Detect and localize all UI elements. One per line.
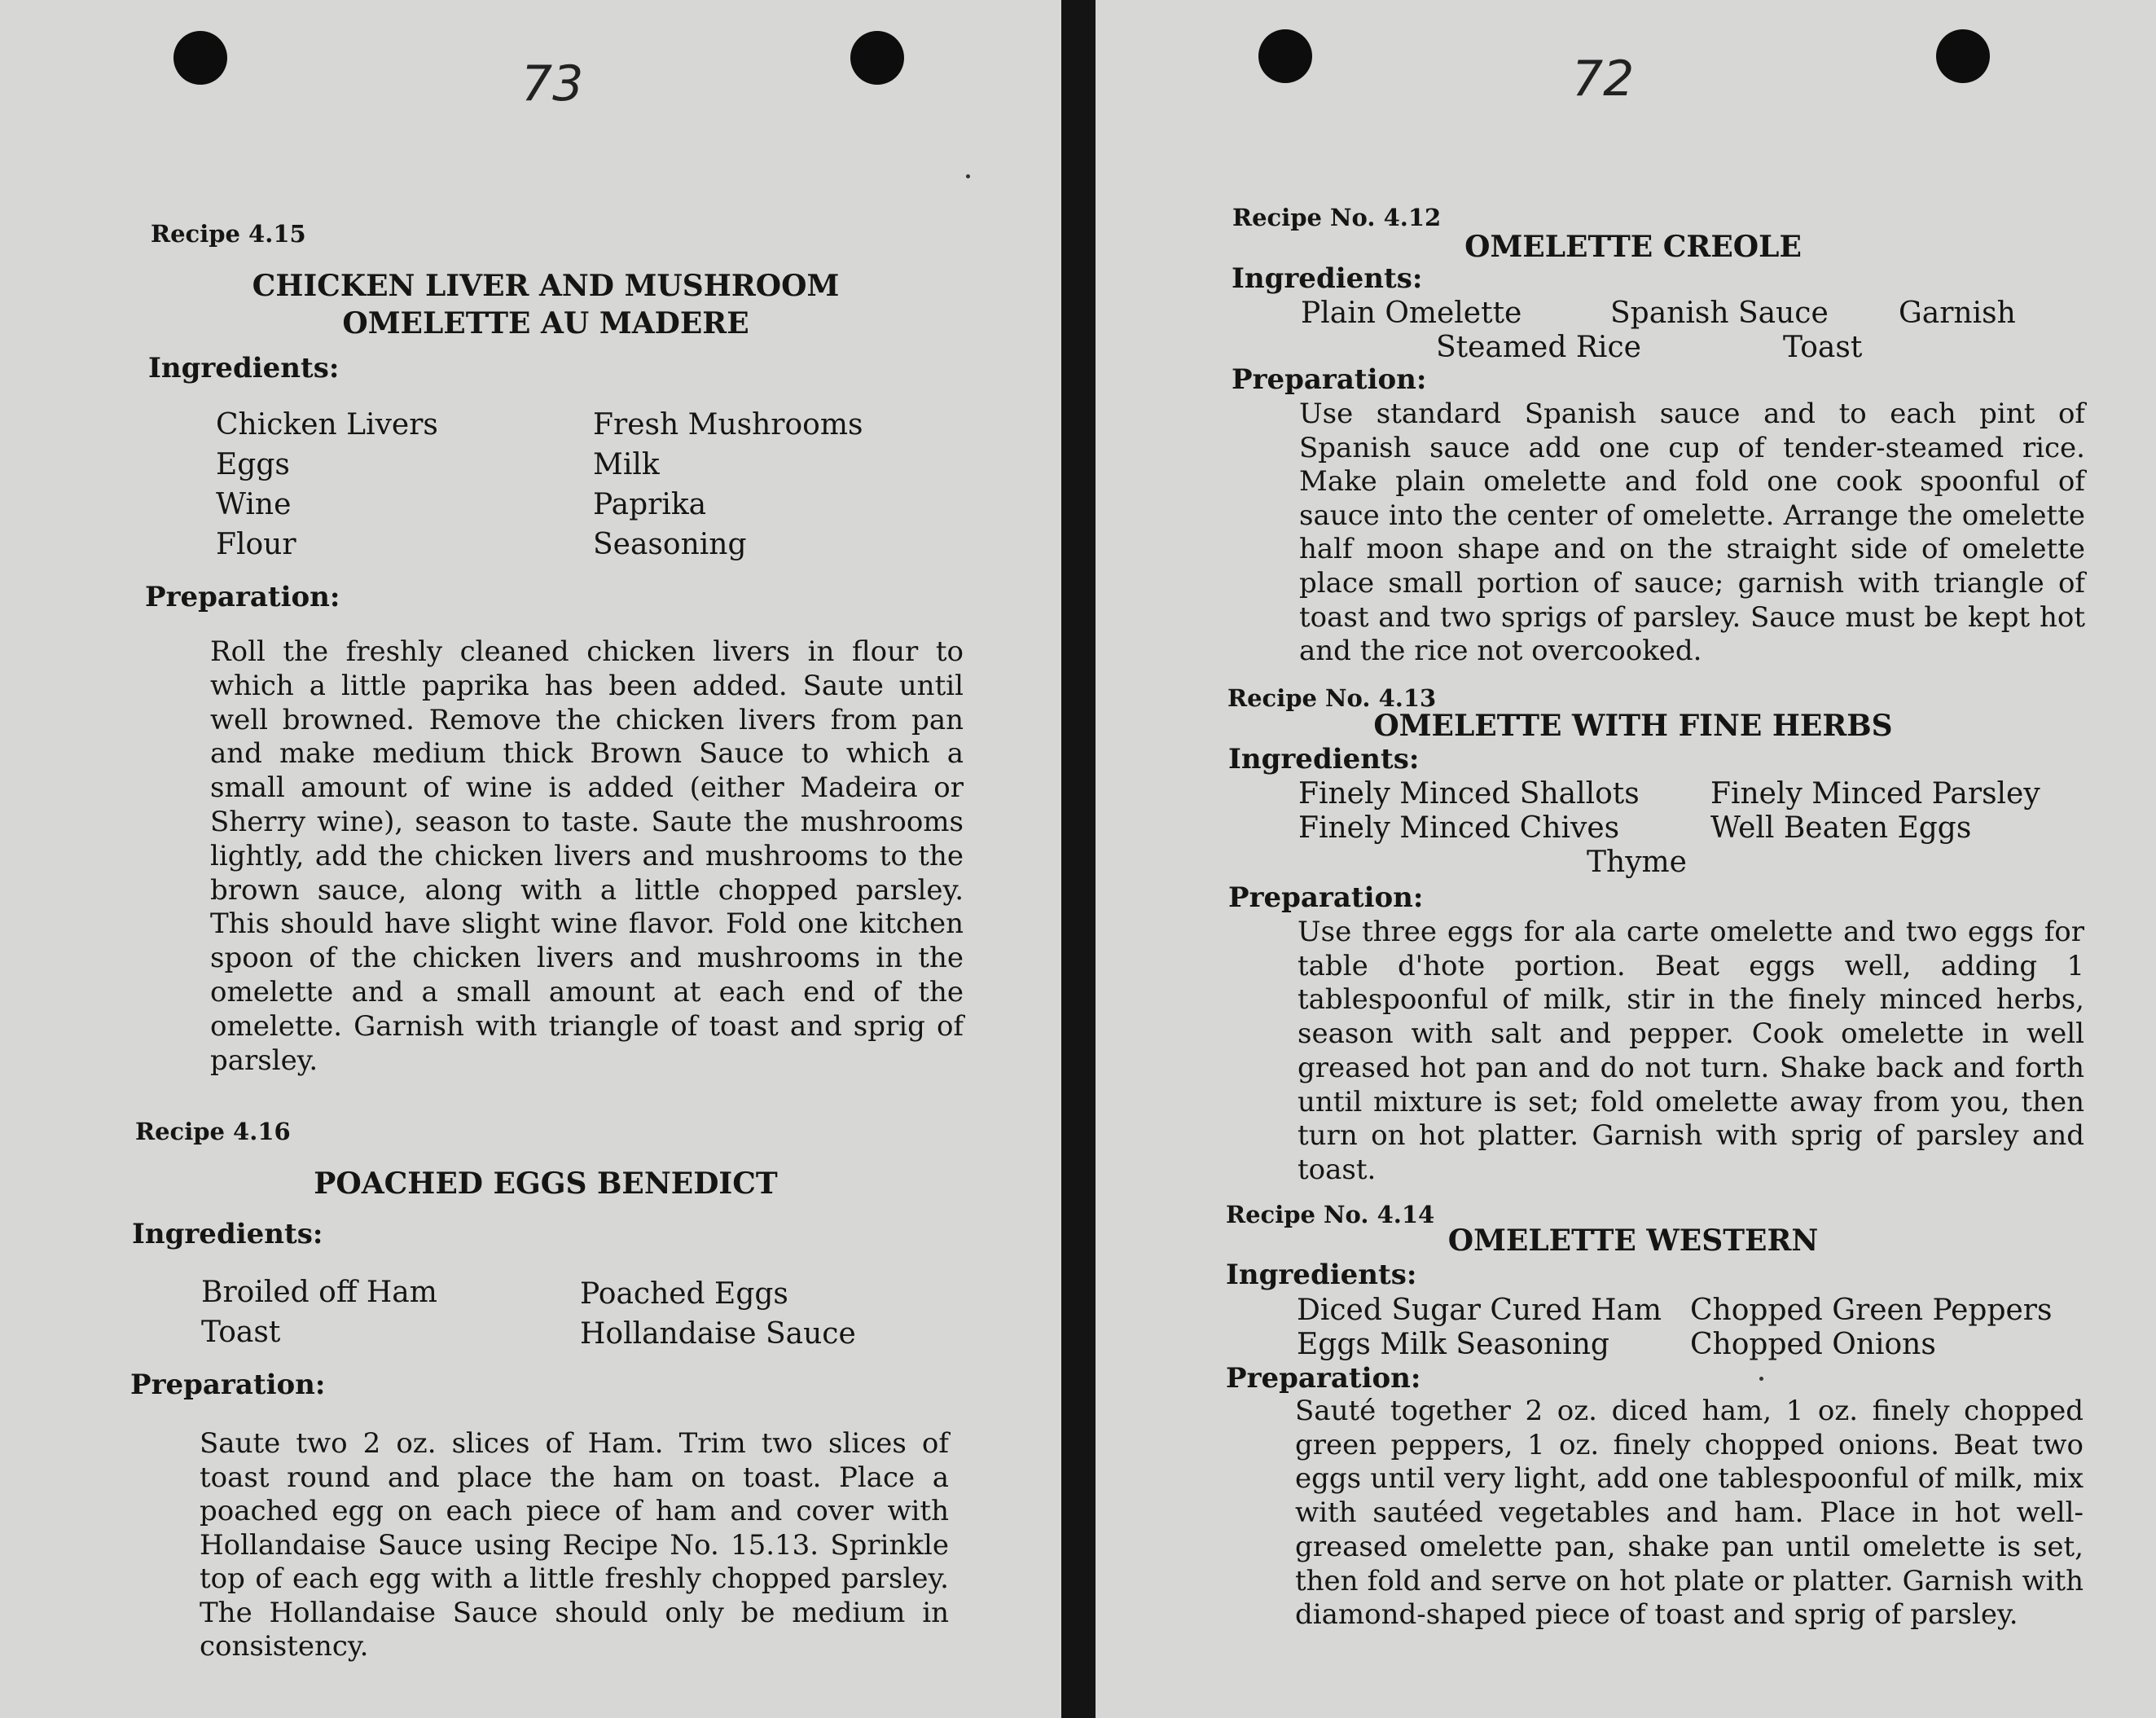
ingredients-heading: Ingredients:: [132, 1218, 323, 1250]
preparation-text: Saute two 2 oz. slices of Ham. Trim two slices of toast round and place the ham on toast. Place a poached egg on each piece of ham and cover with Hollandaise Sauce using Recipe No. 15.13. Sprinkle top of each egg with a little freshly chopped parsley. The Hollandaise Sauce should only be medium in consistency.: [200, 1427, 949, 1663]
ingredient-item: Garnish: [1899, 297, 2016, 330]
preparation-heading: Preparation:: [130, 1369, 326, 1401]
ingredient-item: Chicken Livers: [216, 408, 438, 442]
ingredient-item: Chopped Green Peppers: [1690, 1294, 2053, 1327]
recipe-title: OMELETTE WESTERN: [1447, 1224, 1819, 1258]
ingredient-item: Eggs: [216, 448, 290, 481]
ingredient-item: Wine: [216, 488, 292, 521]
punch-hole-left: [173, 31, 227, 85]
ingredient-item: Flour: [216, 528, 296, 561]
recipe-title: [163, 267, 929, 342]
ingredient-item: Diced Sugar Cured Ham: [1297, 1294, 1662, 1327]
preparation-heading: Preparation:: [1228, 881, 1424, 914]
preparation-text: Sauté together 2 oz. diced ham, 1 oz. finely chopped green peppers, 1 oz. finely chopped onions. Beat two eggs until very light, add one tablespoonful of milk, mix with sautéed vegetables and ham. Place in hot well-greased omelette pan, shake pan until omelette is set, then fold and serve on hot plate or platter. Garnish with diamond-shaped piece of toast and sprig of parsley.: [1295, 1395, 2084, 1632]
ingredients-heading: Ingredients:: [1228, 743, 1420, 776]
ingredients-column: [216, 405, 438, 565]
punch-hole-right: [850, 31, 904, 85]
preparation-text: Roll the freshly cleaned chicken livers in flour to which a little paprika has been added. Saute until well browned. Remove the chicken livers from pan and make medium thick Brown Sauce to which a small amount of wine is added (either Madeira or Sherry wine), season to taste. Saute the mushrooms lightly, add the chicken livers and mushrooms to the brown sauce, along with a little chopped parsley. This should have slight wine flavor. Fold one kitchen spoon of the chicken livers and mushrooms in the omelette and a small amount at each end of the omelette. Garnish with triangle of toast and sprig of parsley.: [210, 635, 964, 1077]
preparation-heading: Preparation:: [1232, 363, 1427, 396]
recipe-title-line: OMELETTE AU MADERE: [342, 306, 749, 341]
ingredient-item: Finely Minced Shallots: [1298, 777, 1640, 811]
recipe-title: POACHED EGGS BENEDICT: [314, 1167, 778, 1201]
recipe-card-left: [0, 0, 1061, 1718]
ingredient-item: Thyme: [1587, 846, 1687, 879]
ingredients-column: [593, 405, 863, 565]
ingredients-heading: Ingredients:: [148, 352, 340, 384]
ingredient-item: Spanish Sauce: [1610, 297, 1829, 330]
ingredient-item: Fresh Mushrooms: [593, 408, 863, 442]
recipe-title-line: CHICKEN LIVER AND MUSHROOM: [252, 269, 840, 303]
preparation-text: Use standard Spanish sauce and to each pint of Spanish sauce add one cup of tender-steamed rice. Make plain omelette and fold one cook spoonful of sauce into the center of omelette. Arrange the omelette half moon shape and on the straight side of omelette place small portion of sauce; garnish with triangle of toast and two sprigs of parsley. Sauce must be kept hot and the rice not overcooked.: [1299, 398, 2085, 668]
recipe-label: Recipe No. 4.13: [1227, 684, 1437, 712]
paper-speck: [966, 174, 970, 178]
ingredient-item: Chopped Onions: [1690, 1328, 1936, 1361]
ingredient-item: Toast: [201, 1316, 281, 1349]
preparation-heading: Preparation:: [1226, 1362, 1421, 1395]
punch-hole-left: [1258, 29, 1312, 83]
recipe-card-right: [1096, 0, 2156, 1718]
recipe-label: Recipe 4.16: [135, 1118, 291, 1145]
ingredients-column: [580, 1274, 856, 1354]
page-number: 72: [1572, 51, 1635, 108]
ingredients-heading: Ingredients:: [1226, 1259, 1417, 1291]
page-number: 73: [521, 55, 584, 112]
ingredient-item: Toast: [1783, 331, 1863, 364]
preparation-heading: Preparation:: [145, 581, 340, 613]
ingredients-column: [201, 1272, 437, 1352]
recipe-label: Recipe No. 4.14: [1226, 1201, 1435, 1228]
paper-speck: [1759, 1377, 1763, 1381]
ingredient-item: Paprika: [593, 488, 707, 521]
recipe-title: OMELETTE CREOLE: [1464, 230, 1802, 264]
punch-hole-right: [1936, 29, 1990, 83]
ingredient-item: Milk: [593, 448, 660, 481]
ingredient-item: Well Beaten Eggs: [1710, 811, 1972, 845]
ingredient-item: Plain Omelette: [1301, 297, 1522, 330]
ingredient-item: Steamed Rice: [1436, 331, 1641, 364]
ingredient-item: Finely Minced Parsley: [1710, 777, 2040, 811]
ingredients-heading: Ingredients:: [1232, 262, 1423, 295]
recipe-label: Recipe 4.15: [151, 220, 306, 248]
ingredient-item: Poached Eggs: [580, 1277, 788, 1311]
preparation-text: Use three eggs for ala carte omelette and two eggs for table d'hote portion. Beat eggs well, adding 1 tablespoonful of milk, stir in the finely minced herbs, season with salt and pepper. Cook omelette in well greased hot pan and do not turn. Shake back and forth until mixture is set; fold omelette away from you, then turn on hot platter. Garnish with sprig of parsley and toast.: [1298, 916, 2084, 1186]
recipe-label: Recipe No. 4.12: [1232, 204, 1442, 231]
ingredient-item: Eggs Milk Seasoning: [1297, 1328, 1609, 1361]
recipe-title: OMELETTE WITH FINE HERBS: [1373, 709, 1893, 743]
ingredient-item: Broiled off Ham: [201, 1276, 437, 1309]
ingredient-item: Finely Minced Chives: [1298, 811, 1620, 845]
ingredient-item: Seasoning: [593, 528, 747, 561]
ingredient-item: Hollandaise Sauce: [580, 1317, 856, 1351]
